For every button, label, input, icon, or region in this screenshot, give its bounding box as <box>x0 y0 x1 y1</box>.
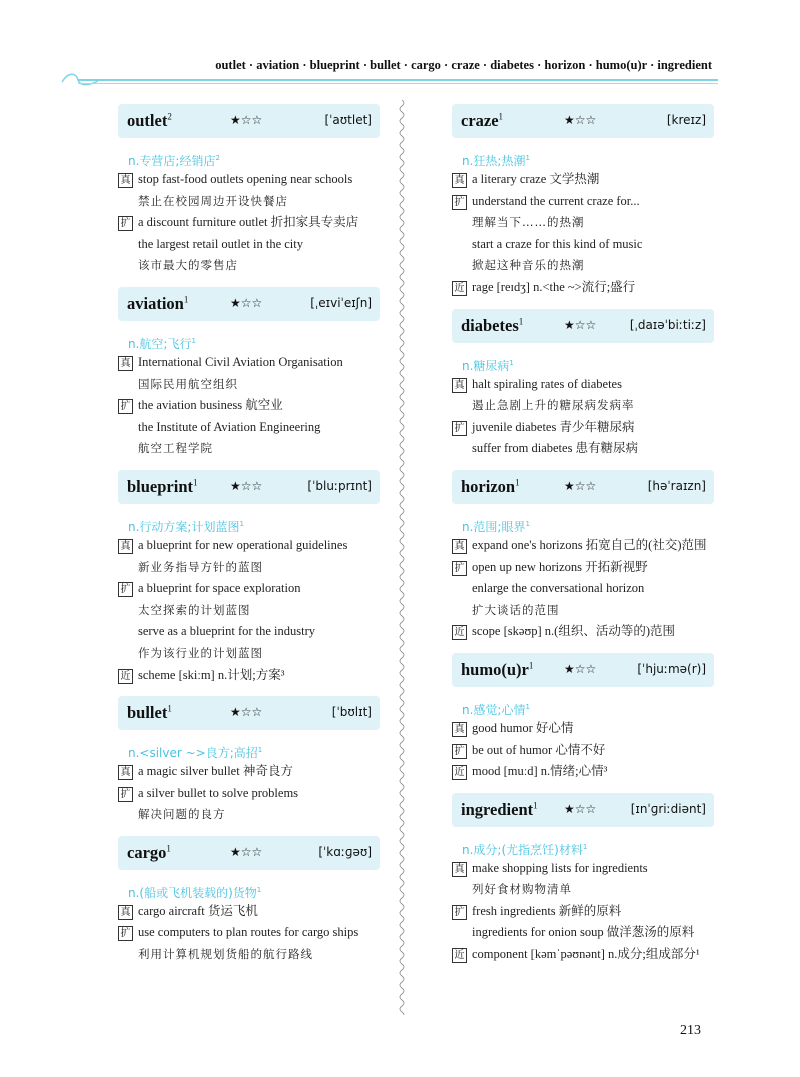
headword-frequency: 1 <box>166 843 171 854</box>
headword <box>461 316 523 336</box>
badge-expand: 扩 <box>118 787 133 802</box>
example-text: fresh ingredients 新鲜的原料 <box>472 903 622 918</box>
example-line <box>118 665 368 687</box>
phonetic: [ˈkɑːɡəʊ] <box>318 844 372 859</box>
star-rating: ★☆☆ <box>230 478 263 493</box>
sense-definition <box>128 740 368 761</box>
phonetic: [ˈbluːprɪnt] <box>307 478 372 493</box>
star-rating: ★☆☆ <box>564 661 597 676</box>
headword-text: horizon <box>461 476 516 496</box>
example-line <box>118 901 368 923</box>
example-line <box>118 438 368 460</box>
page-number: 213 <box>680 1023 701 1038</box>
headword-text: aviation <box>127 293 184 313</box>
phonetic: [kreɪz] <box>666 113 706 127</box>
headword <box>127 111 172 131</box>
example-translation: 理解当下……的热潮 <box>472 215 585 230</box>
example-text: the aviation business 航空业 <box>138 398 283 413</box>
badge-near: 近 <box>452 625 467 640</box>
badge-expand: 扩 <box>452 561 467 576</box>
badge-expand: 扩 <box>118 399 133 414</box>
column-divider <box>397 100 407 1015</box>
sense-text: n.行动方案;计划蓝图 <box>128 519 240 534</box>
badge-expand: 扩 <box>452 744 467 759</box>
example-translation: 禁止在校园周边开设快餐店 <box>138 193 288 208</box>
sense-frequency: 1 <box>257 746 263 755</box>
sense-text: n.范围;眼界 <box>462 519 526 534</box>
example-text: a literary craze 文学热潮 <box>472 172 600 186</box>
badge-expand: 扩 <box>118 926 133 941</box>
header-rule-thin <box>78 83 718 84</box>
example-text: good humor 好心情 <box>472 720 574 735</box>
headword-frequency: 1 <box>167 703 172 714</box>
badge-real: 真 <box>118 539 133 554</box>
example-line <box>452 438 702 460</box>
example-text: a magic silver bullet 神奇良方 <box>138 764 293 779</box>
headword-frequency: 1 <box>515 477 520 488</box>
badge-expand: 扩 <box>118 216 133 231</box>
star-rating: ★☆☆ <box>564 801 597 816</box>
badge-expand: 扩 <box>452 195 467 210</box>
star-rating: ★☆☆ <box>230 113 263 127</box>
sense-text: n.(船或飞机装载的)货物 <box>128 885 257 900</box>
example-text: International Civil Aviation Organisation <box>138 354 343 369</box>
sense-frequency: 2 <box>215 154 220 162</box>
sense-frequency: 1 <box>191 336 196 345</box>
example-line <box>118 922 368 944</box>
example-line <box>118 557 368 579</box>
example-line <box>118 352 368 374</box>
badge-expand: 扩 <box>452 905 467 920</box>
headword <box>461 660 533 680</box>
example-line <box>452 212 702 234</box>
example-text: the largest retail outlet in the city <box>138 236 303 251</box>
headword <box>127 294 188 314</box>
headword-bar <box>452 104 714 138</box>
entry-horizon <box>440 470 707 643</box>
headword-frequency: 1 <box>528 660 534 671</box>
headword <box>127 477 198 497</box>
example-translation: 利用计算机规划货船的航行路线 <box>138 947 313 962</box>
badge-real: 真 <box>452 378 467 393</box>
sense-frequency: 1 <box>239 519 244 528</box>
headword-text: humo(u)r <box>461 659 529 679</box>
example-text: be out of humor 心情不好 <box>472 742 606 757</box>
headword-bar <box>452 793 714 827</box>
example-line <box>452 944 702 966</box>
example-line <box>452 557 702 579</box>
headword <box>461 800 538 820</box>
badge-real: 真 <box>452 722 467 737</box>
example-line <box>452 922 702 944</box>
entry-humour <box>440 653 706 783</box>
phonetic: [ˌdaɪəˈbiːtiːz] <box>629 317 706 332</box>
example-line <box>452 234 702 256</box>
example-text: a blueprint for new operational guidelines <box>138 537 348 552</box>
star-rating: ★☆☆ <box>564 113 597 127</box>
example-line <box>118 621 368 643</box>
headword-bar <box>452 470 714 504</box>
example-line <box>118 600 368 622</box>
header-rule <box>78 79 718 81</box>
sense-definition <box>128 148 368 169</box>
sense-definition <box>128 880 368 901</box>
example-text: mood [muːd] n.情绪;心情³ <box>472 764 608 779</box>
example-text: rage [reɪdʒ] n.<the ~>流行;盛行 <box>472 279 636 294</box>
sense-text: n.糖尿病 <box>462 358 510 373</box>
example-line <box>118 417 368 439</box>
example-line <box>452 578 702 600</box>
sense-frequency: 1 <box>525 154 530 162</box>
example-translation: 航空工程学院 <box>138 441 213 456</box>
left-column <box>106 104 372 976</box>
headword-bar <box>118 696 380 730</box>
example-text: open up new horizons 开拓新视野 <box>472 559 648 574</box>
badge-real: 真 <box>452 173 467 188</box>
badge-real: 真 <box>452 539 467 554</box>
sense-text: n.狂热;热潮 <box>462 154 526 168</box>
example-text: expand one's horizons 拓宽自己的(社交)范围 <box>472 537 707 552</box>
star-rating: ★☆☆ <box>564 478 597 493</box>
example-line <box>118 395 368 417</box>
headword <box>127 843 171 863</box>
badge-real: 真 <box>118 765 133 780</box>
example-line <box>452 858 702 880</box>
headword <box>461 111 503 131</box>
example-translation: 扩大谈话的范围 <box>472 602 560 617</box>
example-text: scope [skəʊp] n.(组织、活动等的)范围 <box>472 624 676 639</box>
example-line <box>118 761 368 783</box>
headword <box>461 477 520 497</box>
sense-frequency: 1 <box>509 358 514 367</box>
sense-definition <box>462 514 702 535</box>
phonetic: [ˌeɪviˈeɪʃn] <box>310 295 372 310</box>
phonetic: [həˈraɪzn] <box>647 478 706 493</box>
badge-real: 真 <box>118 173 133 188</box>
entry-blueprint <box>106 470 372 686</box>
entry-diabetes <box>440 309 706 460</box>
example-text: halt spiraling rates of diabetes <box>472 376 622 391</box>
headword-frequency: 1 <box>193 477 198 488</box>
running-header: outlet · aviation · blueprint · bullet · cargo · craze · diabetes · horizon · humo(u)r · ingredient <box>215 58 712 72</box>
example-line <box>452 191 702 213</box>
badge-real: 真 <box>118 905 133 920</box>
headword-frequency: 1 <box>518 316 524 327</box>
headword-bar <box>118 836 380 870</box>
example-line <box>452 395 702 417</box>
example-line <box>452 901 702 923</box>
example-line <box>118 643 368 665</box>
example-translation: 该市最大的零售店 <box>138 258 238 273</box>
phonetic: [ɪnˈɡriːdiənt] <box>630 801 706 816</box>
example-text: scheme [skiːm] n.计划;方案³ <box>138 667 285 682</box>
example-text: stop fast-food outlets opening near schools <box>138 172 353 186</box>
sense-frequency: 1 <box>582 842 588 851</box>
entry-aviation <box>106 287 372 460</box>
example-text: serve as a blueprint for the industry <box>138 624 316 639</box>
headword-bar <box>452 653 714 687</box>
sense-text: n.航空;飞行 <box>128 336 192 351</box>
example-line <box>452 740 702 762</box>
example-line <box>452 169 702 191</box>
sense-definition <box>128 514 368 535</box>
example-text: cargo aircraft 货运飞机 <box>138 903 258 918</box>
example-line <box>118 804 368 826</box>
example-text: juvenile diabetes 青少年糖尿病 <box>472 419 635 434</box>
example-line <box>118 255 368 277</box>
headword-bar <box>452 309 714 343</box>
headword-text: ingredient <box>461 799 534 819</box>
headword-frequency: 1 <box>533 800 538 811</box>
example-text: a silver bullet to solve problems <box>138 785 299 800</box>
example-text: start a craze for this kind of music <box>472 236 643 251</box>
sense-text: n.<silver ~>良方;高招 <box>128 746 258 761</box>
example-line <box>452 879 702 901</box>
sense-definition <box>462 837 702 858</box>
example-text: ingredients for onion soup 做洋葱汤的原料 <box>472 925 695 940</box>
example-text: understand the current craze for... <box>472 193 640 208</box>
example-translation: 作为该行业的计划蓝图 <box>138 645 263 660</box>
headword-bar <box>118 287 380 321</box>
star-rating: ★☆☆ <box>564 317 597 332</box>
star-rating: ★☆☆ <box>230 844 263 859</box>
badge-near: 近 <box>452 948 467 963</box>
example-translation: 新业务指导方针的蓝图 <box>138 559 263 574</box>
example-text: a blueprint for space exploration <box>138 581 301 596</box>
example-line <box>118 783 368 805</box>
example-translation: 掀起这种音乐的热潮 <box>472 258 585 273</box>
example-line <box>118 234 368 256</box>
badge-expand: 扩 <box>118 582 133 597</box>
example-line <box>452 761 702 783</box>
entry-ingredient <box>440 793 706 966</box>
star-rating: ★☆☆ <box>230 295 263 310</box>
headword-bar <box>118 470 380 504</box>
badge-near: 近 <box>118 669 133 684</box>
example-line <box>452 417 702 439</box>
badge-near: 近 <box>452 281 467 296</box>
entry-outlet <box>106 104 372 277</box>
sense-frequency: 1 <box>525 702 530 711</box>
headword-text: cargo <box>127 842 167 862</box>
badge-near: 近 <box>452 765 467 780</box>
example-line <box>452 718 702 740</box>
star-rating: ★☆☆ <box>230 705 263 720</box>
example-line <box>118 535 368 557</box>
example-line <box>118 169 368 191</box>
badge-real: 真 <box>452 862 467 877</box>
sense-definition <box>462 148 702 169</box>
headword-text: bullet <box>127 703 168 723</box>
sense-definition <box>462 353 702 374</box>
example-line <box>118 578 368 600</box>
example-text: a discount furniture outlet 折扣家具专卖店 <box>138 215 359 230</box>
example-translation: 国际民用航空组织 <box>138 376 238 391</box>
sense-definition <box>462 697 702 718</box>
example-translation: 遏止急剧上升的糖尿病发病率 <box>472 398 635 413</box>
example-translation: 太空探索的计划蓝图 <box>138 602 251 617</box>
phonetic: [ˈhjuːmə(r)] <box>637 661 706 676</box>
example-text: make shopping lists for ingredients <box>472 860 648 875</box>
sense-text: n.成分;(尤指烹饪)材料 <box>462 842 583 857</box>
example-line <box>452 255 702 277</box>
example-translation: 解决问题的良方 <box>138 807 226 822</box>
headword-text: craze <box>461 111 499 130</box>
headword-text: outlet <box>127 111 168 130</box>
example-line <box>452 621 702 643</box>
example-line <box>118 212 368 234</box>
example-line <box>452 277 702 299</box>
right-column <box>440 104 707 976</box>
headword-frequency: 1 <box>498 111 504 122</box>
sense-text: n.专营店;经销店 <box>128 154 216 168</box>
example-line <box>452 600 702 622</box>
sense-text: n.感觉;心情 <box>462 702 526 717</box>
example-line <box>118 944 368 966</box>
example-translation: 列好食材购物清单 <box>472 882 572 897</box>
example-text: component [kəmˈpəʊnənt] n.成分;组成部分¹ <box>472 947 700 962</box>
sense-definition <box>128 331 368 352</box>
sense-frequency: 1 <box>525 519 530 528</box>
badge-expand: 扩 <box>452 421 467 436</box>
example-text: enlarge the conversational horizon <box>472 581 645 596</box>
example-line <box>118 191 368 213</box>
headword-bar <box>118 104 380 138</box>
entry-bullet <box>106 696 372 826</box>
example-text: suffer from diabetes 患有糖尿病 <box>472 441 639 456</box>
phonetic: [ˈaʊtlet] <box>324 113 372 127</box>
phonetic: [ˈbʊlɪt] <box>331 705 372 720</box>
headword-text: diabetes <box>461 315 519 335</box>
entry-craze <box>440 104 706 299</box>
headword-frequency: 2 <box>167 111 172 122</box>
entry-cargo <box>106 836 372 966</box>
headword-frequency: 1 <box>183 294 189 305</box>
example-text: use computers to plan routes for cargo ships <box>138 925 359 940</box>
example-line <box>452 535 707 557</box>
sense-frequency: 1 <box>256 885 262 894</box>
headword <box>127 703 172 723</box>
example-text: the Institute of Aviation Engineering <box>138 419 321 434</box>
example-line <box>452 374 702 396</box>
badge-real: 真 <box>118 356 133 371</box>
headword-text: blueprint <box>127 476 194 496</box>
example-line <box>118 374 368 396</box>
